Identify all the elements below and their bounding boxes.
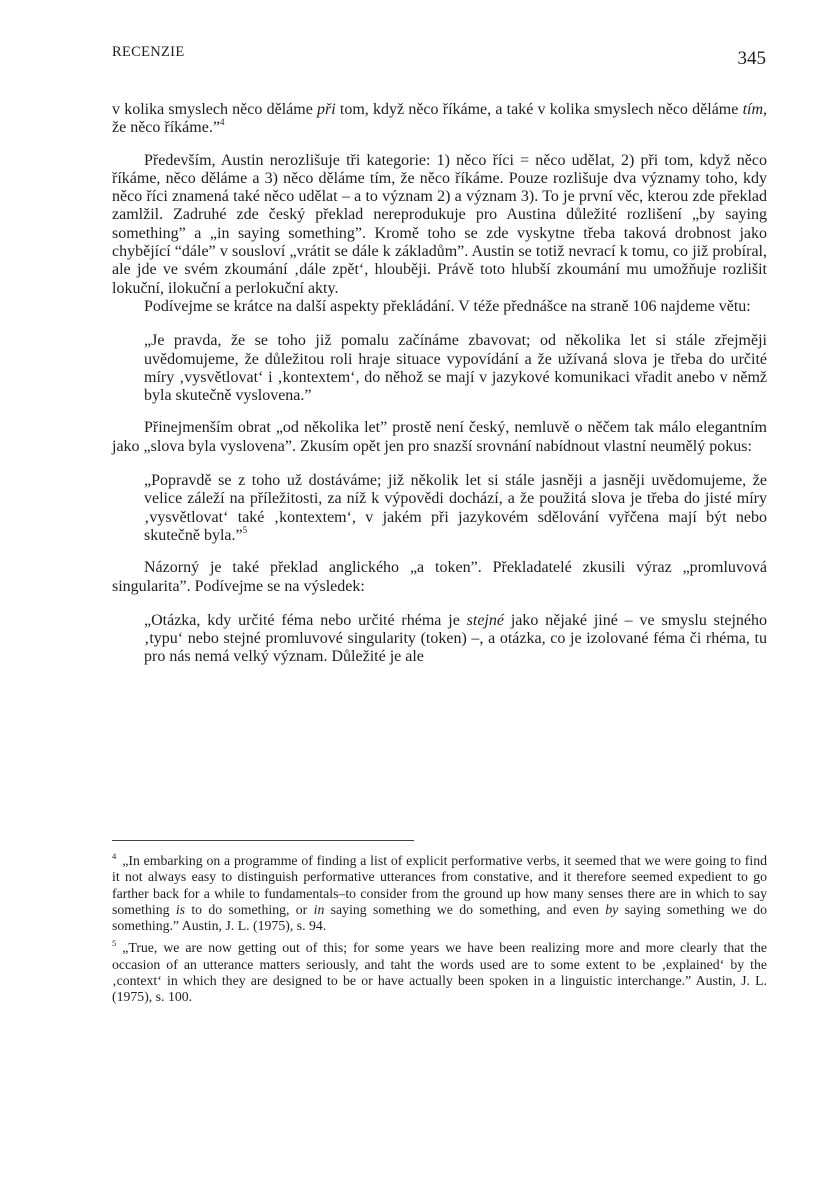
running-header: RECENZIE — [112, 44, 185, 60]
block-quote: „Je pravda, že se toho již pomalu začínáme zbavovat; od několika let si stále zřejměji uvědomujeme, že důležitou roli hraje situace vypovídání a že užívaná slova je třeba do určité míry ‚vysvětlovat‘ i ‚kontextem‘, do něhož se mají v jazykové komunikaci vřadit anebo v němž byla skutečně vyslovena.” — [144, 332, 767, 405]
footnote-4: $^4$ „In embarking on a programme of finding a list of explicit performative verbs, it seemed that we were going to find it not always easy to distinguish performative utterances from constative, and it therefore seemed expedient to go farther back for a while to fundamentals–to consider from the ground up how many senses there are in which to say something is to do something, or in saying something we do something, and even by saying something we do something.” Austin, J. L. (1975), s. 94. — [112, 851, 768, 934]
footnote-5: $^5$ „True, we are now getting out of this; for some years we have been realizing more and more clearly that the occasion of an utterance matters seriously, and taht the words used are to some extent to be ‚explained‘ by the ‚context‘ in which they are designed to be or have actually been spoken in a linguistic interchange.” Austin, J. L. (1975), s. 100. — [112, 938, 767, 1005]
main-text — [112, 101, 767, 667]
paragraph: Názorný je také překlad anglického „a token”. Překladatelé zkusili výraz „promluvová singularita”. Podívejme se na výsledek: — [112, 559, 767, 595]
block-quote: „Otázka, kdy určité féma nebo určité rhéma je stejné jako nějaké jiné – ve smyslu stejného ‚typu‘ nebo stejné promluvové singularity (token) –, a otázka, co je izolované féma či rhéma, tu pro nás nemá velký význam. Důležité je ale — [144, 611, 767, 666]
paragraph: Především, Austin nerozlišuje tři kategorie: 1) něco říci = něco udělat, 2) při tom, když něco říkáme, něco děláme a 3) něco děláme tím, že něco říkáme. Pouze rozlišuje dva významy toho, kdy něco říci znamená také něco udělat – a to význam 2) a význam 3). To je první věc, kterou zde překlad zamlžil. Zadruhé zde český překlad nereprodukuje pro Austina důležité rozlišení „by saying something” a „in saying something”. Kromě toho se zde vyskytne třeba taková drobnost jako chybějící “dále” v sousloví „vrátit se dále k základům”. Austin se totiž nevrací k tomu, co již probíral, ale jde ve svém zkoumání ‚dále zpět‘, hlouběji. Právě toto hlubší zkoumání mu umožňuje rozlišit lokuční, ilokuční a perlokuční akty. — [112, 151, 767, 297]
page-number: 345 — [737, 48, 766, 69]
paragraph: Podívejme se krátce na další aspekty překládání. V téže přednášce na straně 106 najdeme větu: — [144, 297, 751, 315]
block-quote: „Popravdě se z toho už dostáváme; již několik let si stále jasněji a jasněji uvědomujeme, že velice záleží na příležitosti, za níž k výpovědi dochází, a že použitá slova je třeba do jisté míry ‚vysvětlovat‘ také ‚kontextem‘, v jakém při jazykovém sdělování vyřčena mají být nebo skutečně byla.”$^5$ — [144, 472, 767, 544]
footnote-ref-4: 4 — [219, 117, 225, 128]
footnotes — [112, 853, 767, 1006]
footnote-separator — [112, 840, 414, 841]
footnote-ref-5: 5 — [242, 524, 248, 535]
paragraph-continued: v kolika smyslech něco děláme při tom, když něco říkáme, a také v kolika smyslech něco děláme tím, že něco říkáme.”$^4$ — [112, 101, 768, 137]
paragraph: Přinejmenším obrat „od několika let” prostě není český, nemluvě o něčem tak málo elegantním jako „slova byla vyslovena”. Zkusím opět jen pro snazší srovnání nabídnout vlastní neumělý pokus: — [112, 419, 767, 455]
